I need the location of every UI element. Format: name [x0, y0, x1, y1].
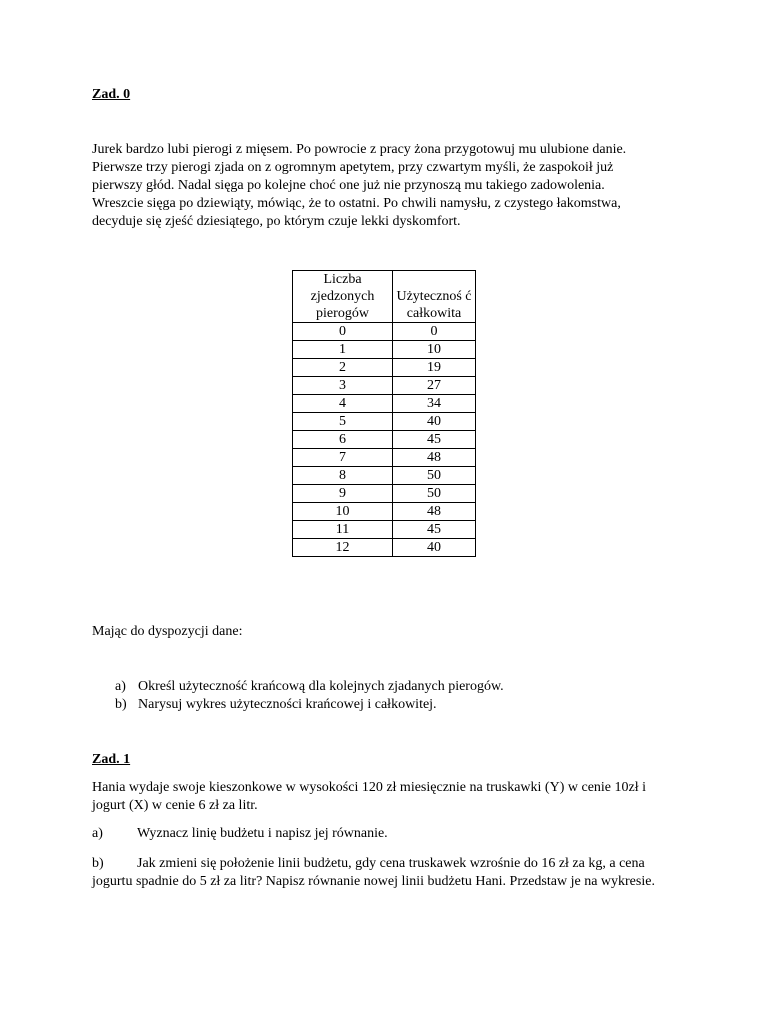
- cell-quantity: 7: [293, 449, 393, 467]
- list-marker: a): [115, 679, 126, 694]
- cell-total-utility: 48: [393, 503, 476, 521]
- table-row: [293, 467, 476, 485]
- table-row: [293, 413, 476, 431]
- list-item-text: Wyznacz linię budżetu i napisz jej równanie.: [137, 826, 388, 841]
- cell-total-utility: 19: [393, 359, 476, 377]
- cell-total-utility: 27: [393, 377, 476, 395]
- list-item-text: Określ użyteczność krańcową dla kolejnych zjadanych pierogów.: [138, 679, 504, 694]
- cell-total-utility: 10: [393, 341, 476, 359]
- task0-list: [115, 678, 504, 714]
- cell-quantity: 1: [293, 341, 393, 359]
- utility-table: [292, 270, 476, 557]
- table-row: [293, 341, 476, 359]
- cell-total-utility: 50: [393, 485, 476, 503]
- table-row: [293, 539, 476, 557]
- cell-quantity: 8: [293, 467, 393, 485]
- table-row: [293, 485, 476, 503]
- cell-total-utility: 45: [393, 431, 476, 449]
- table-row: [293, 359, 476, 377]
- table-header-row: [293, 271, 476, 323]
- list-marker: b): [115, 697, 127, 712]
- table-row: [293, 503, 476, 521]
- cell-total-utility: 45: [393, 521, 476, 539]
- table-row: [293, 377, 476, 395]
- cell-total-utility: 40: [393, 539, 476, 557]
- list-item: [115, 678, 504, 696]
- cell-quantity: 12: [293, 539, 393, 557]
- list-item: [115, 696, 504, 714]
- task1-item-b: [92, 855, 672, 891]
- col-header-quantity: Liczba zjedzonych pierogów: [293, 271, 393, 323]
- table-row: [293, 395, 476, 413]
- list-marker: a): [92, 826, 103, 841]
- table-row: [293, 431, 476, 449]
- cell-quantity: 4: [293, 395, 393, 413]
- cell-quantity: 5: [293, 413, 393, 431]
- task0-heading: Zad. 0: [92, 87, 131, 102]
- cell-quantity: 2: [293, 359, 393, 377]
- list-item-text: Narysuj wykres użyteczności krańcowej i całkowitej.: [138, 697, 437, 712]
- cell-quantity: 10: [293, 503, 393, 521]
- task0-intro: Mając do dyspozycji dane:: [92, 624, 243, 639]
- task0-story: Jurek bardzo lubi pierogi z mięsem. Po powrocie z pracy żona przygotowuj mu ulubione danie. Pierwsze trzy pierogi zjada on z ogromnym apetytem, przy czwartym myśli, że zaspokoił już pierwszy głód. Nadal sięga po kolejne choć one już nie przynoszą mu takiego zadowolenia. Wreszcie sięga po dziewiąty, mówiąc, że to ostatni. Po chwili namysłu, z czystego łakomstwa, decyduje się zjeść dziesiątego, po którym czuje lekki dyskomfort.: [92, 142, 627, 229]
- cell-quantity: 9: [293, 485, 393, 503]
- cell-total-utility: 34: [393, 395, 476, 413]
- list-item-text: Jak zmieni się położenie linii budżetu, gdy cena truskawek wzrośnie do 16 zł za kg, a cena jogurtu spadnie do 5 zł za litr? Napisz równanie nowej linii budżetu Hani. Przedstaw je na wykresie.: [92, 856, 655, 889]
- cell-total-utility: 48: [393, 449, 476, 467]
- table-row: [293, 449, 476, 467]
- task1-intro: Hania wydaje swoje kieszonkowe w wysokości 120 zł miesięcznie na truskawki (Y) w cenie 10zł i jogurt (X) w cenie 6 zł za litr.: [92, 780, 647, 813]
- cell-quantity: 11: [293, 521, 393, 539]
- table-row: [293, 521, 476, 539]
- cell-quantity: 0: [293, 323, 393, 341]
- cell-quantity: 6: [293, 431, 393, 449]
- task1-item-a: [92, 825, 672, 843]
- col-header-total-utility: Użytecznoś ć całkowita: [393, 271, 476, 323]
- list-marker: b): [92, 856, 104, 871]
- cell-total-utility: 0: [393, 323, 476, 341]
- cell-quantity: 3: [293, 377, 393, 395]
- table-row: [293, 323, 476, 341]
- cell-total-utility: 50: [393, 467, 476, 485]
- cell-total-utility: 40: [393, 413, 476, 431]
- task1-heading: Zad. 1: [92, 752, 131, 767]
